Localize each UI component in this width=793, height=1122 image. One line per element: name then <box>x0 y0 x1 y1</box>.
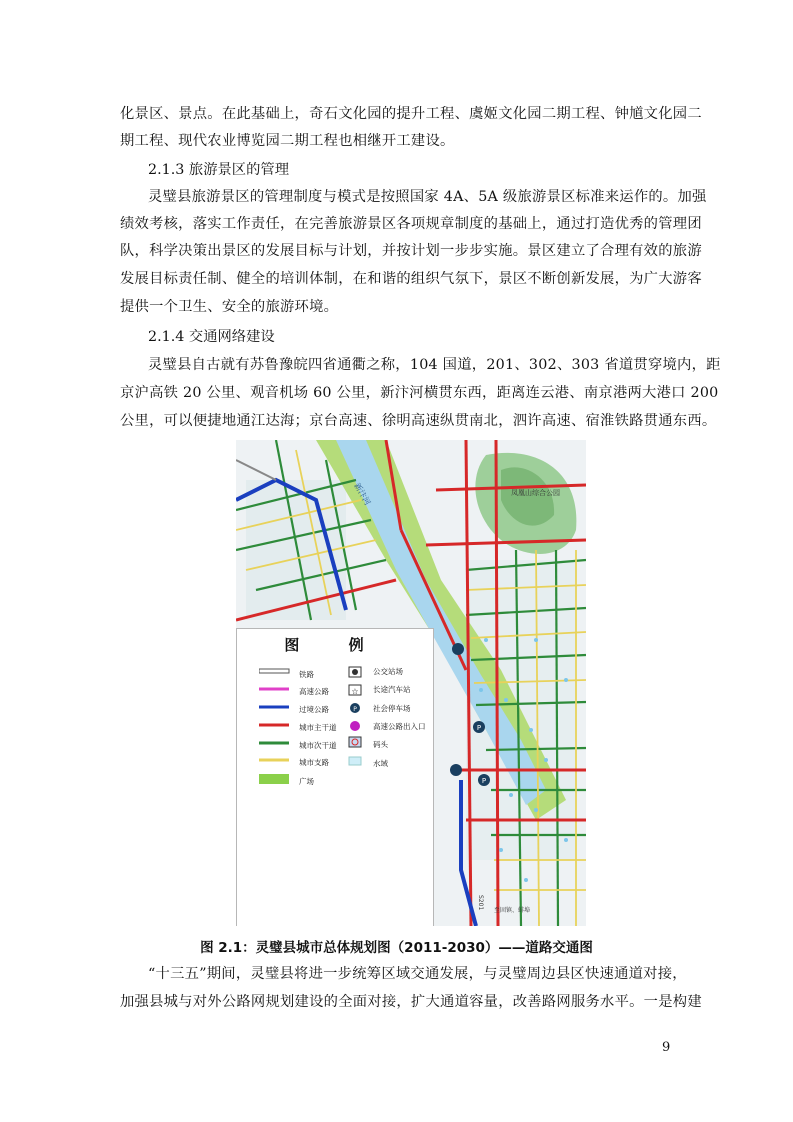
legend-item: 长途汽车站 <box>373 685 411 694</box>
body-line: 公里，可以便捷地通江达海；京台高速、徐明高速纵贯南北，泗许高速、宿淮铁路贯通东西。 <box>120 413 717 429</box>
svg-text:P: P <box>481 777 487 785</box>
body-line: 发展目标责任制、健全的培训体制，在和谐的组织气氛下，景区不断创新发展，为广大游客 <box>120 271 702 287</box>
legend-symbols-left <box>259 667 295 817</box>
road-traffic-map <box>236 440 586 926</box>
body-line: 加强县城与对外公路网规划建设的全面对接，扩大通道容量，改善路网服务水平。一是构建 <box>120 994 702 1010</box>
legend-title: 图 例 <box>284 636 386 654</box>
legend-item: 高速公路 <box>299 687 329 696</box>
legend-item: 铁路 <box>299 670 314 679</box>
section-heading-2-1-4: 2.1.4 交通网络建设 <box>148 329 275 345</box>
park-label: 凤凰山综合公园 <box>511 489 560 497</box>
body-line: 绩效考核，落实工作责任，在完善旅游景区各项规章制度的基础上，通过打造优秀的管理团 <box>120 216 702 232</box>
body-line: “十三五”期间，灵璧县将进一步统筹区域交通发展，与灵璧周边县区快速通道对接， <box>148 966 687 982</box>
map-legend <box>236 628 434 926</box>
body-line: 灵璧县自古就有苏鲁豫皖四省通衢之称，104 国道，201、302、303 省道贯穿境内，距 <box>148 357 721 373</box>
legend-item: 城市支路 <box>299 758 329 767</box>
legend-item: 城市次干道 <box>299 741 337 750</box>
legend-item: 社会停车场 <box>373 704 411 713</box>
legend-symbols-right <box>347 665 373 790</box>
svg-text:☆: ☆ <box>351 687 359 696</box>
legend-item: 高速公路出入口 <box>373 722 426 731</box>
legend-item: 码头 <box>373 740 388 749</box>
body-line: 化景区、景点。在此基础上，奇石文化园的提升工程、虞姬文化园二期工程、钟馗文化园二 <box>120 106 702 122</box>
road-label: S201 <box>477 895 484 911</box>
body-line: 期工程、现代农业博览园二期工程也相继开工建设。 <box>120 133 455 149</box>
svg-text:P: P <box>476 724 482 732</box>
page-number: 9 <box>662 1040 671 1055</box>
body-line: 队，科学决策出景区的发展目标与计划，并按计划一步步实施。景区建立了合理有效的旅游 <box>120 243 702 259</box>
figure-caption: 图 2.1：灵璧县城市总体规划图（2011-2030）——道路交通图 <box>200 940 593 956</box>
legend-item: 公交站场 <box>373 667 403 676</box>
section-heading-2-1-3: 2.1.3 旅游景区的管理 <box>148 162 289 178</box>
body-line: 京沪高铁 20 公里、观音机场 60 公里，新汴河横贯东西，距离连云港、南京港两大港口 200 <box>120 385 719 401</box>
legend-item: 水域 <box>373 759 388 768</box>
svg-text:P: P <box>353 706 357 713</box>
legend-item: 过境公路 <box>299 705 329 714</box>
body-line: 灵璧县旅游景区的管理制度与模式是按照国家 4A、5A 级旅游景区标准来运作的。加强 <box>148 189 707 205</box>
bottom-label: 至固镇、蚌埠 <box>494 907 531 914</box>
river-label: 新汴河 <box>352 481 373 507</box>
legend-item: 广场 <box>299 777 314 786</box>
legend-item: 城市主干道 <box>299 723 337 732</box>
body-line: 提供一个卫生、安全的旅游环境。 <box>120 299 339 315</box>
